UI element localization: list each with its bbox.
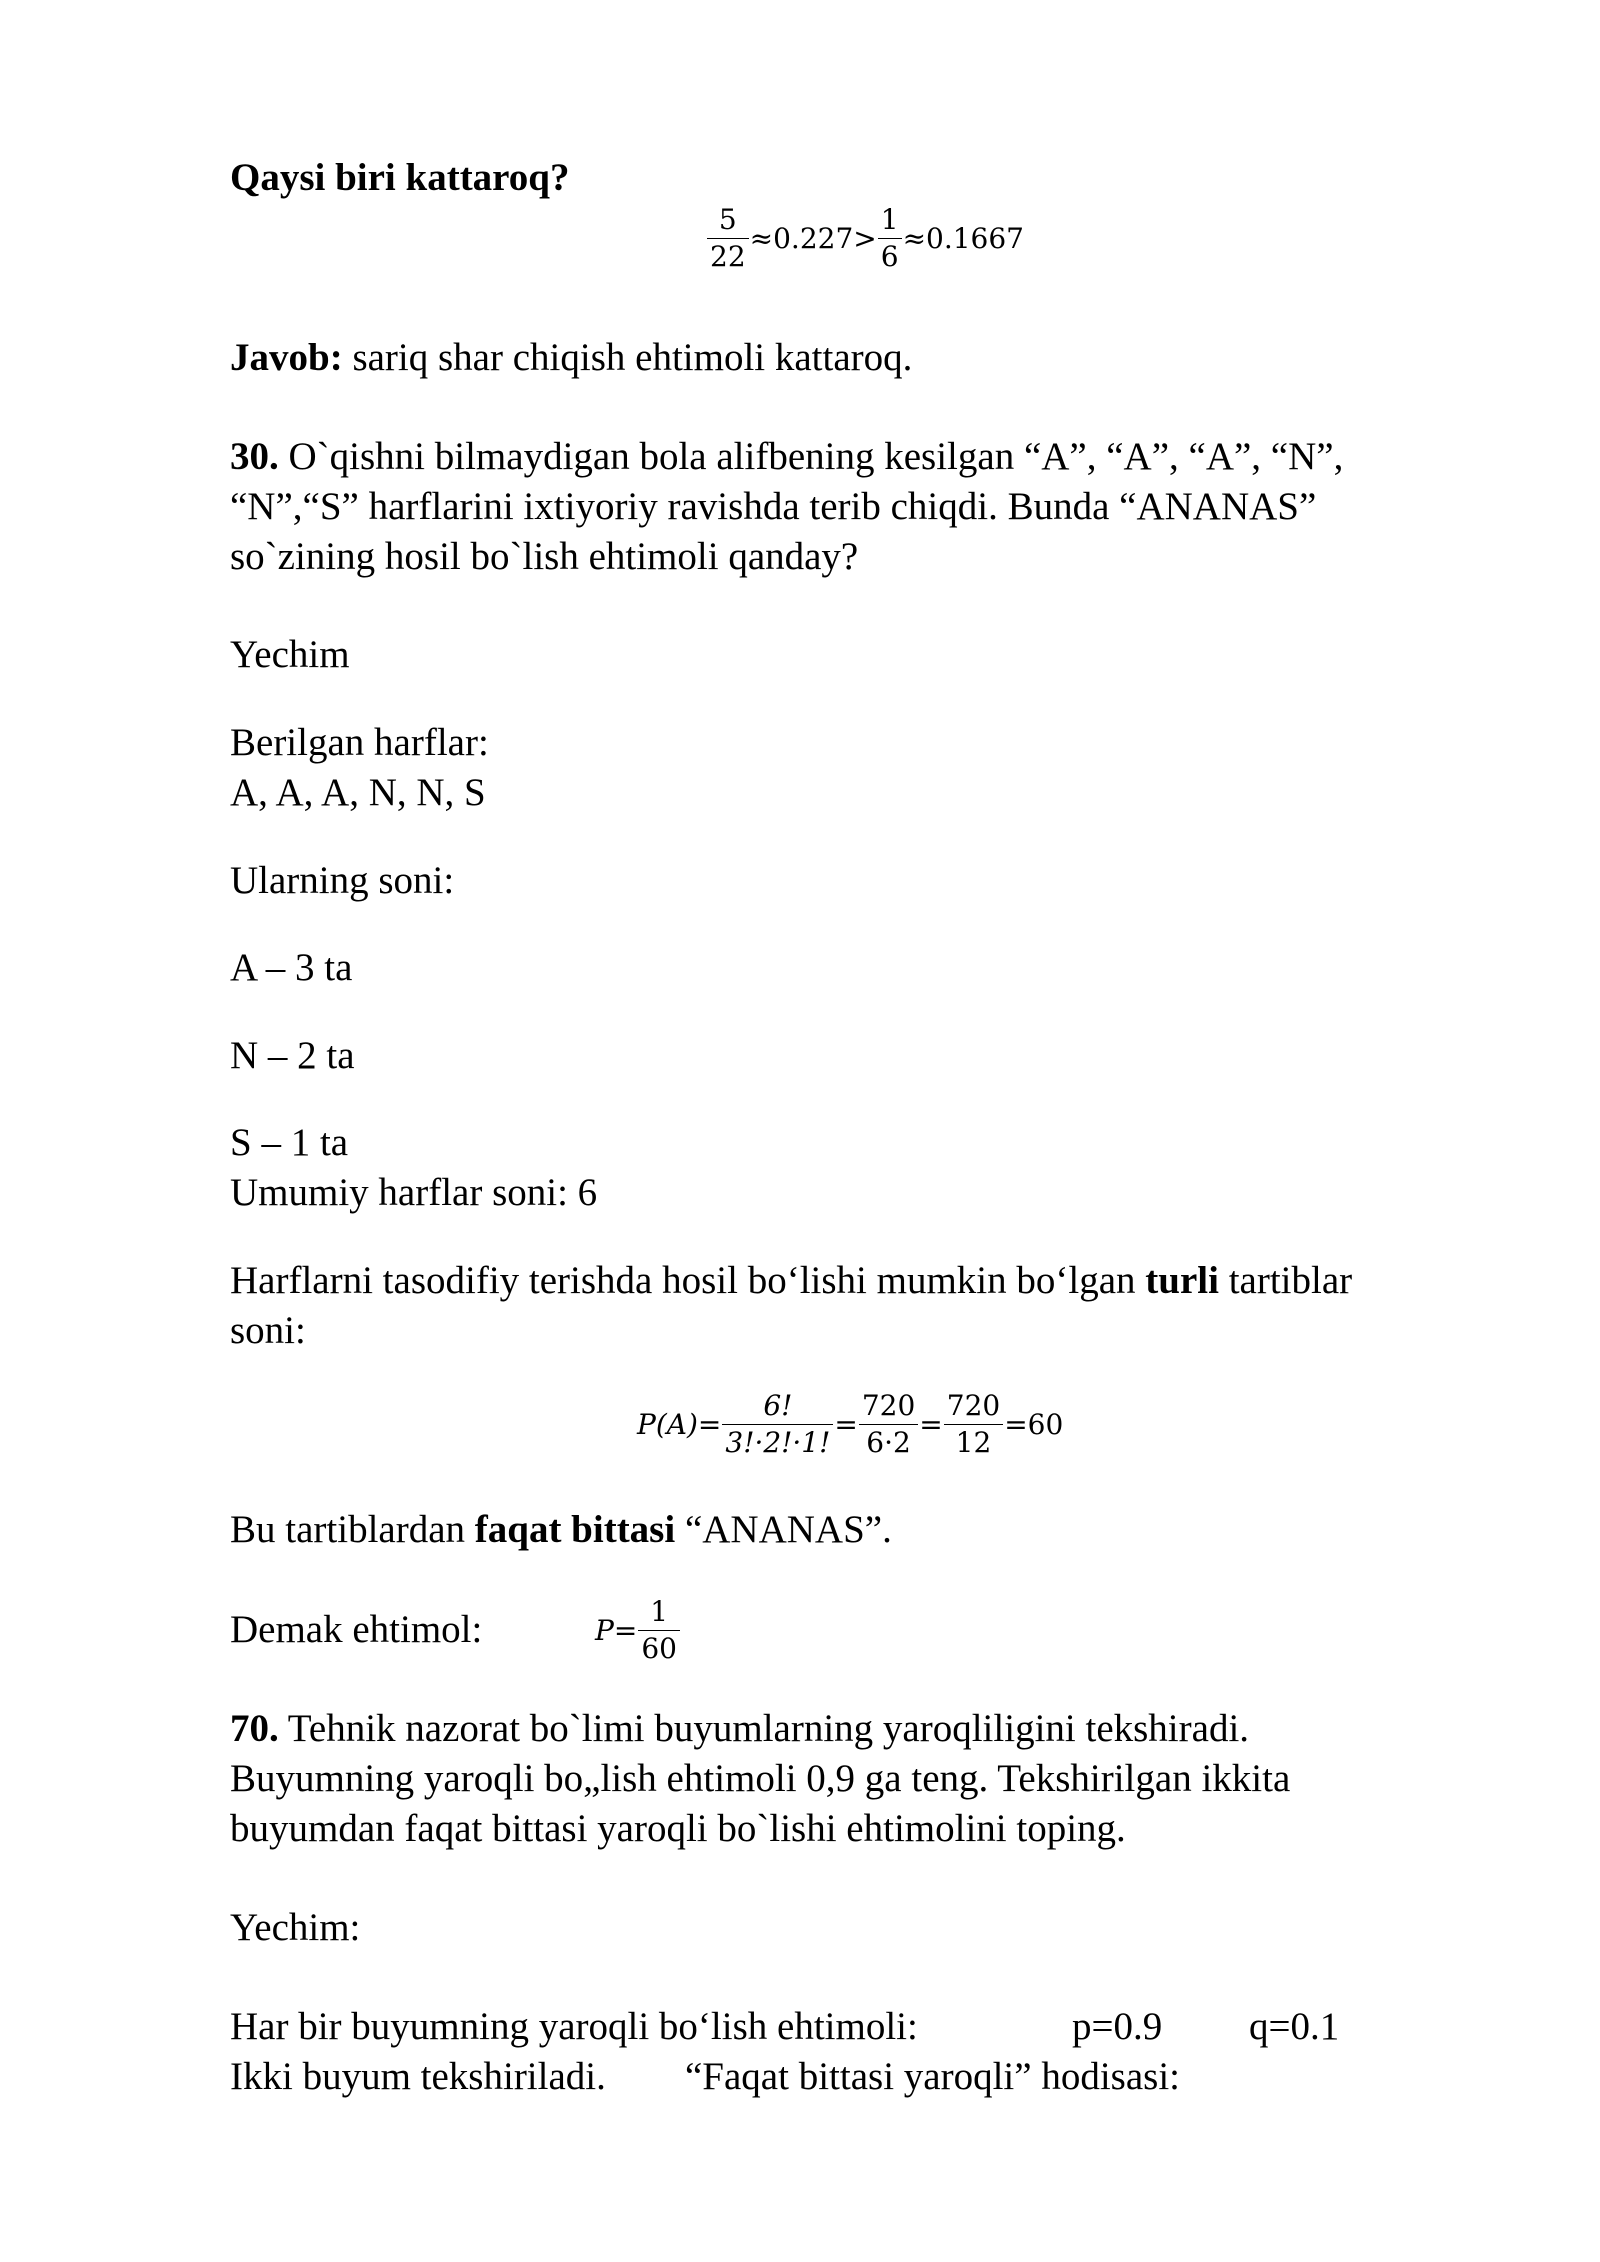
event-text: “Faqat bittasi yaroqli” hodisasi:: [685, 2055, 1180, 2098]
problem-30-line-3: so`zining hosil bo`lish ehtimoli qanday?: [230, 535, 859, 578]
solution-heading: Yechim: [230, 633, 350, 676]
problem-30-number: 30.: [230, 435, 279, 478]
answer-text: sariq shar chiqish ehtimoli kattaroq.: [342, 336, 913, 379]
permutations-line-2: soni:: [230, 1309, 306, 1352]
problem-70-line-1: 70. Tehnik nazorat bo`limi buyumlarning yaroqliligini tekshiradi.: [230, 1707, 1250, 1750]
only-one-line: Bu tartiblardan faqat bittasi “ANANAS”.: [230, 1508, 892, 1551]
probability-statement: Har bir buyumning yaroqli bo‘lish ehtimoli:: [230, 2005, 918, 2048]
given-letters: A, A, A, N, N, S: [230, 771, 486, 814]
count-n: N – 2 ta: [230, 1034, 355, 1077]
problem-30-line-2: “N”,“S” harflarini ixtiyoriy ravishda terib chiqdi. Bunda “ANANAS”: [230, 485, 1317, 528]
count-a: A – 3 ta: [230, 946, 353, 989]
answer-label: Javob:: [230, 336, 343, 379]
probability-label: Demak ehtimol:: [230, 1608, 483, 1651]
fraction-5-22: $\frac{5}{22}$: [707, 202, 749, 275]
q-value: q=0.1: [1249, 2005, 1340, 2048]
solution-heading-70: Yechim:: [230, 1906, 361, 1949]
fraction-1-60: $\frac{1}{60}$: [638, 1594, 680, 1667]
problem-70-line-3: buyumdan faqat bittasi yaroqli bo`lishi ehtimolini toping.: [230, 1807, 1126, 1850]
problem-30-line-1: 30. O`qishni bilmaydigan bola alifbening kesilgan “A”, “A”, “A”, “N”,: [230, 435, 1344, 478]
permutation-formula: P(A)= $\frac{6!}{3!\cdot 2!\cdot 1!}$ = $\frac{720}{6\cdot 2}$ = $\frac{720}{12}$ =60: [637, 1389, 1064, 1459]
problem-70-number: 70.: [230, 1707, 279, 1750]
fraction-720-6-2: $\frac{720}{6\cdot 2}$: [859, 1388, 918, 1461]
question-heading: Qaysi biri kattaroq?: [230, 156, 570, 199]
permutations-line-1: Harflarni tasodifiy terishda hosil bo‘lishi mumkin bo‘lgan turli tartiblar: [230, 1259, 1353, 1302]
probability-formula: P= $\frac{1}{60}$: [594, 1594, 680, 1667]
count-s: S – 1 ta: [230, 1121, 349, 1164]
p-value: p=0.9: [1072, 2005, 1163, 2048]
count-label: Ularning soni:: [230, 859, 455, 902]
fraction-720-12: $\frac{720}{12}$: [944, 1388, 1003, 1461]
answer-line: [230, 333, 912, 383]
comparison-formula: $\frac{5}{22}$ ≈0.227> $\frac{1}{6}$ ≈0.1667: [707, 202, 1025, 275]
total-letters: Umumiy harflar soni: 6: [230, 1171, 598, 1214]
problem-70-line-2: Buyumning yaroqli bo„lish ehtimoli 0,9 ga teng. Tekshirilgan ikkita: [230, 1757, 1291, 1800]
fraction-1-6: $\frac{1}{6}$: [878, 202, 902, 275]
given-letters-label: Berilgan harflar:: [230, 721, 489, 764]
two-items-text: Ikki buyum tekshiriladi.: [230, 2055, 606, 2098]
fraction-factorials: $\frac{6!}{3!\cdot 2!\cdot 1!}$: [722, 1388, 833, 1461]
